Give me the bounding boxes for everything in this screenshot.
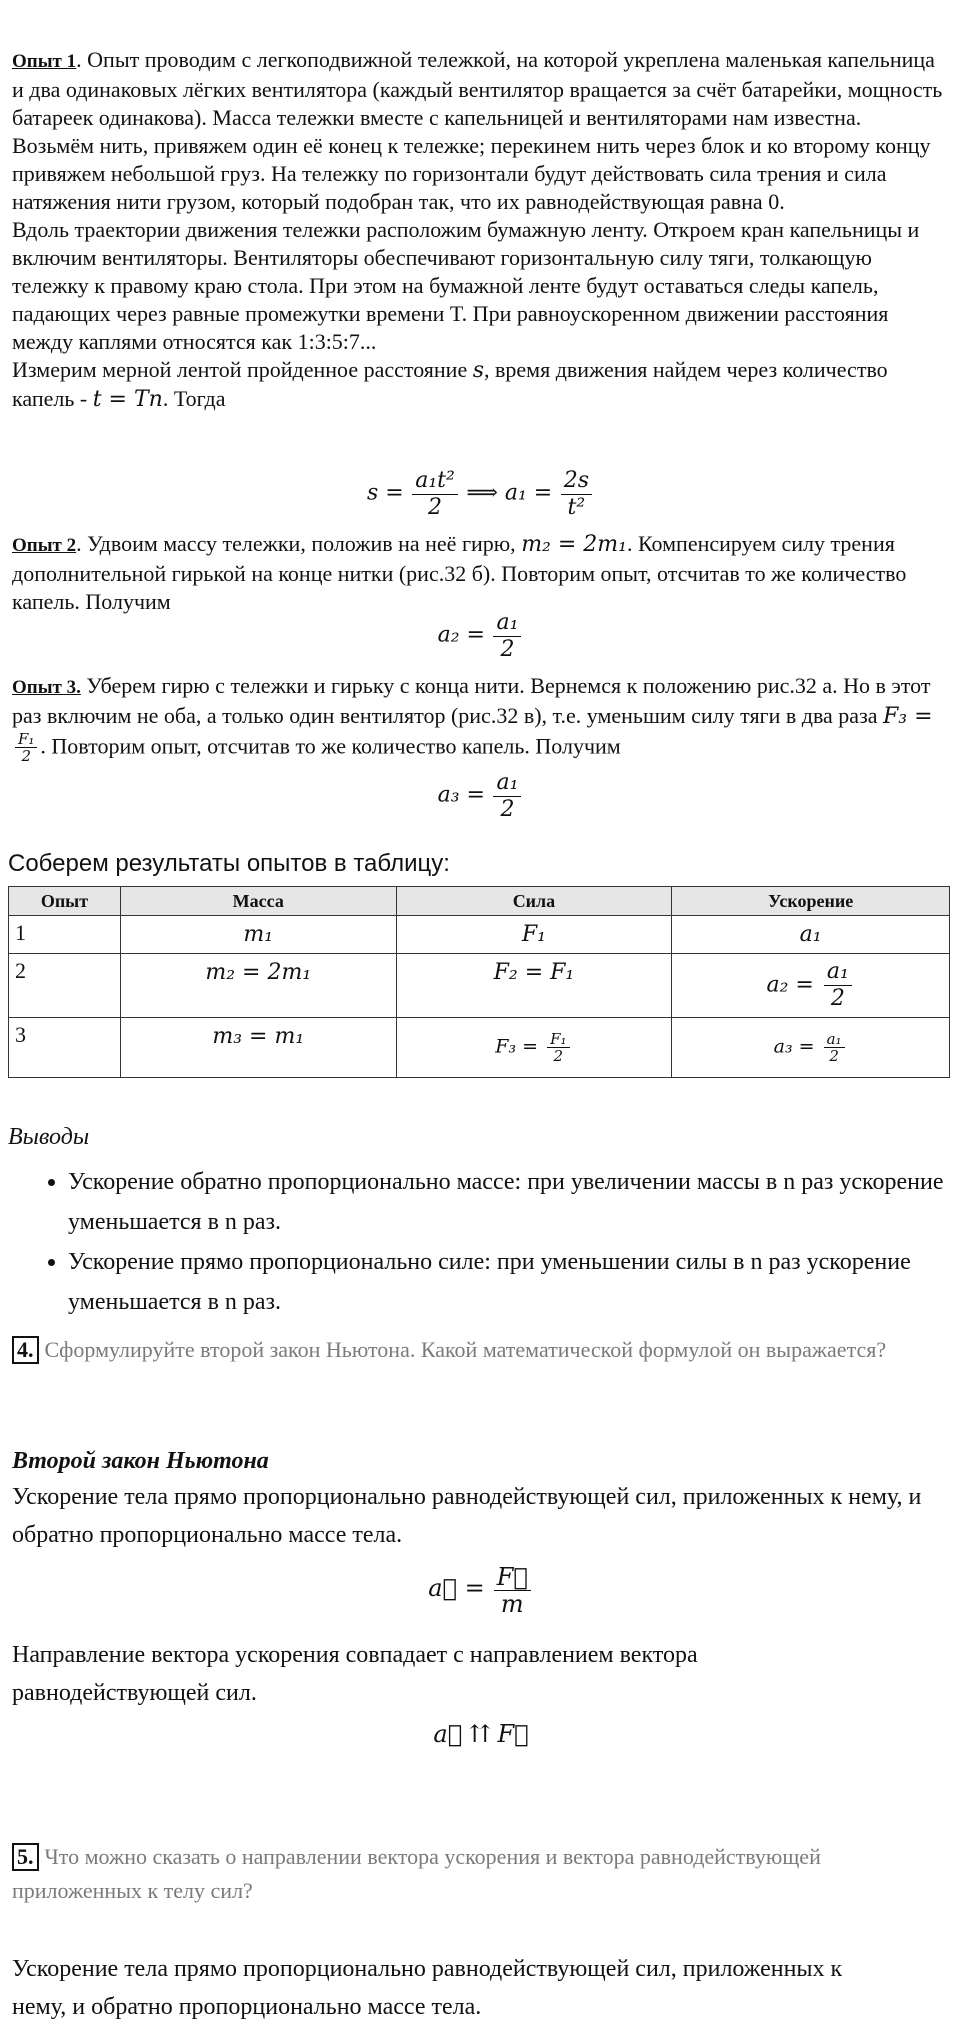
conclusions [8,1120,948,1322]
force-formula-3: F₃ = $\frac{\text{F₁}}{2}$ [12,704,933,760]
formula-newton: a⃗ = $\frac{F⃗}{m}$ [12,1564,950,1617]
question-number: 4. [12,1336,39,1364]
accel-numerator: a₁ [824,1031,845,1048]
exp1-para4-text-b: , время движения найдем через количество капель - [12,357,888,411]
exp2-text-a: . Удвоим массу тележки, положив на неё гирю, [76,531,522,556]
accel-lhs: a₃ = [773,1035,815,1058]
conclusions-list [8,1162,948,1322]
accel-denominator: 2 [830,986,845,1011]
answer-5: Ускорение тела прямо пропорционально равнодействующей сил, приложенных к нему, и обратно пропорционально массе тела. [12,1956,843,2020]
table-header: Опыт [9,887,121,916]
table-cell: m₃ = m₁ [120,1018,396,1078]
conclusions-title: Выводы [8,1124,90,1150]
distance-symbol: s [472,358,485,383]
formula-acceleration-3: a₃ = $\frac{\text{a₁}}{2}$ [12,770,950,823]
time-formula: t = Tn [92,387,163,412]
table-header: Сила [396,887,672,916]
table-row [9,916,950,954]
exp1-paragraph-3: Вдоль траектории движения тележки расположим бумажную ленту. Откроем кран капельницы и включим вентиляторы. Вентиляторы обеспечивают горизонтальную силу тяги, толкающую тележку к правому краю стола. При этом на бумажной ленте будут оставаться следы капель, падающих через равные промежутки времени T. При равноускоренном движении расстояния между каплями относятся как 1:3:5:7... [12,217,920,354]
table-cell [672,1018,950,1078]
table-cell [396,1018,672,1078]
exp2-text-b: . Компенсируем силу трения дополнительной гирькой на конце нитки (рис.32 б). Повторим опыт, отсчитав то же количество капель. Получим [12,531,907,614]
table-header: Ускорение [672,887,950,916]
newton-title: Второй закон Ньютона [12,1448,269,1474]
table-cell: F₂ = F₁ [396,954,672,1018]
table-header: Масса [120,887,396,916]
table-cell: a₁ [672,916,950,954]
experiment-1 [12,46,950,414]
table-header-row [9,887,950,916]
newton-second-law [12,1444,950,1554]
table-cell: 3 [9,1018,121,1078]
exp3-text-a: Уберем гирю с тележки и гирьку с конца нити. Вернемся к положению рис.32 а. Но в этот раз включим не оба, а только один вентилятор (рис.32 в), т.е. уменьшим силу тяги в два раза [12,673,931,728]
table-cell: m₂ = 2m₁ [120,954,396,1018]
table-intro: Соберем результаты опытов в таблицу: [8,850,450,877]
mass-formula-2: m₂ = 2m₁ [521,532,627,557]
experiment-2 [12,530,950,616]
list-item: • Ускорение прямо пропорционально силе: при уменьшении силы в n раз ускорение уменьшается в n раз. [68,1242,948,1322]
table-cell: 2 [9,954,121,1018]
force-lhs: F₃ = [495,1035,539,1058]
accel-lhs: a₂ = [766,972,814,998]
results-table [8,886,950,1078]
force-numerator: F₁ [547,1031,569,1048]
exp1-para4-text-a: Измерим мерной лентой пройденное расстояние [12,357,473,382]
exp3-label: Опыт 3. [12,677,81,698]
table-cell: 1 [9,916,121,954]
exp1-text: . Опыт проводим с легкоподвижной тележкой, на которой укреплена маленькая капельница и два одинаковых лёгких вентилятора (каждый вентилятор вращается за счёт батарейки, мощность батареек одинакова). Масса тележки вместе с капельницей и вентиляторами нам известна. [12,47,943,130]
question-number: 5. [12,1843,39,1871]
exp1-paragraph-1 [12,46,950,132]
table-row [9,1018,950,1078]
newton-text-1: Ускорение тела прямо пропорционально равнодействующей сил, приложенных к нему, и обратно пропорционально массе тела. [12,1484,922,1548]
exp1-paragraph-2: Возьмём нить, привяжем один её конец к тележке; перекинем нить через блок и ко второму концу привяжем небольшой груз. На тележку по горизонтали будут действовать сила трения и сила натяжения нити грузом, который подобран так, что их равнодействующая равна 0. [12,133,931,214]
accel-numerator: a₁ [824,959,852,986]
table-row [9,954,950,1018]
experiment-3 [12,672,950,764]
question-5 [12,1840,950,1908]
exp1-para4-text-c: . Тогда [162,386,226,411]
formula-acceleration-2: a₂ = $\frac{\text{a₁}}{2}$ [12,610,950,663]
table-cell: F₁ [396,916,672,954]
accel-denominator: 2 [829,1047,839,1065]
codirectional-formula: a⃗ ⇈ F⃗ [433,1720,529,1748]
list-item: • Ускорение обратно пропорционально массе: при увеличении массы в n раз ускорение уменьшается в n раз. [68,1162,948,1242]
newton-text-2: Направление вектора ускорения совпадает с направлением вектора равнодействующей сил. [12,1642,698,1706]
force-denominator: 2 [553,1047,564,1065]
question-4 [12,1333,932,1367]
exp1-label: Опыт 1 [12,51,77,72]
exp3-text-b: . Повторим опыт, отсчитав то же количество капель. Получим [40,733,621,759]
exp1-paragraph-4 [12,356,950,414]
exp2-label: Опыт 2 [12,535,77,556]
question-text: Сформулируйте второй закон Ньютона. Какой математической формулой он выражается? [44,1337,887,1362]
question-text: Что можно сказать о направлении вектора ускорения и вектора равнодействующей приложенных к телу сил? [12,1844,821,1903]
formula-acceleration-1: s = $\frac{\text{a₁t²}}{2}$ ⟹ a₁ = $\frac{2s}{\text{t²}}$ [12,468,950,521]
table-cell [672,954,950,1018]
table-cell: m₁ [120,916,396,954]
